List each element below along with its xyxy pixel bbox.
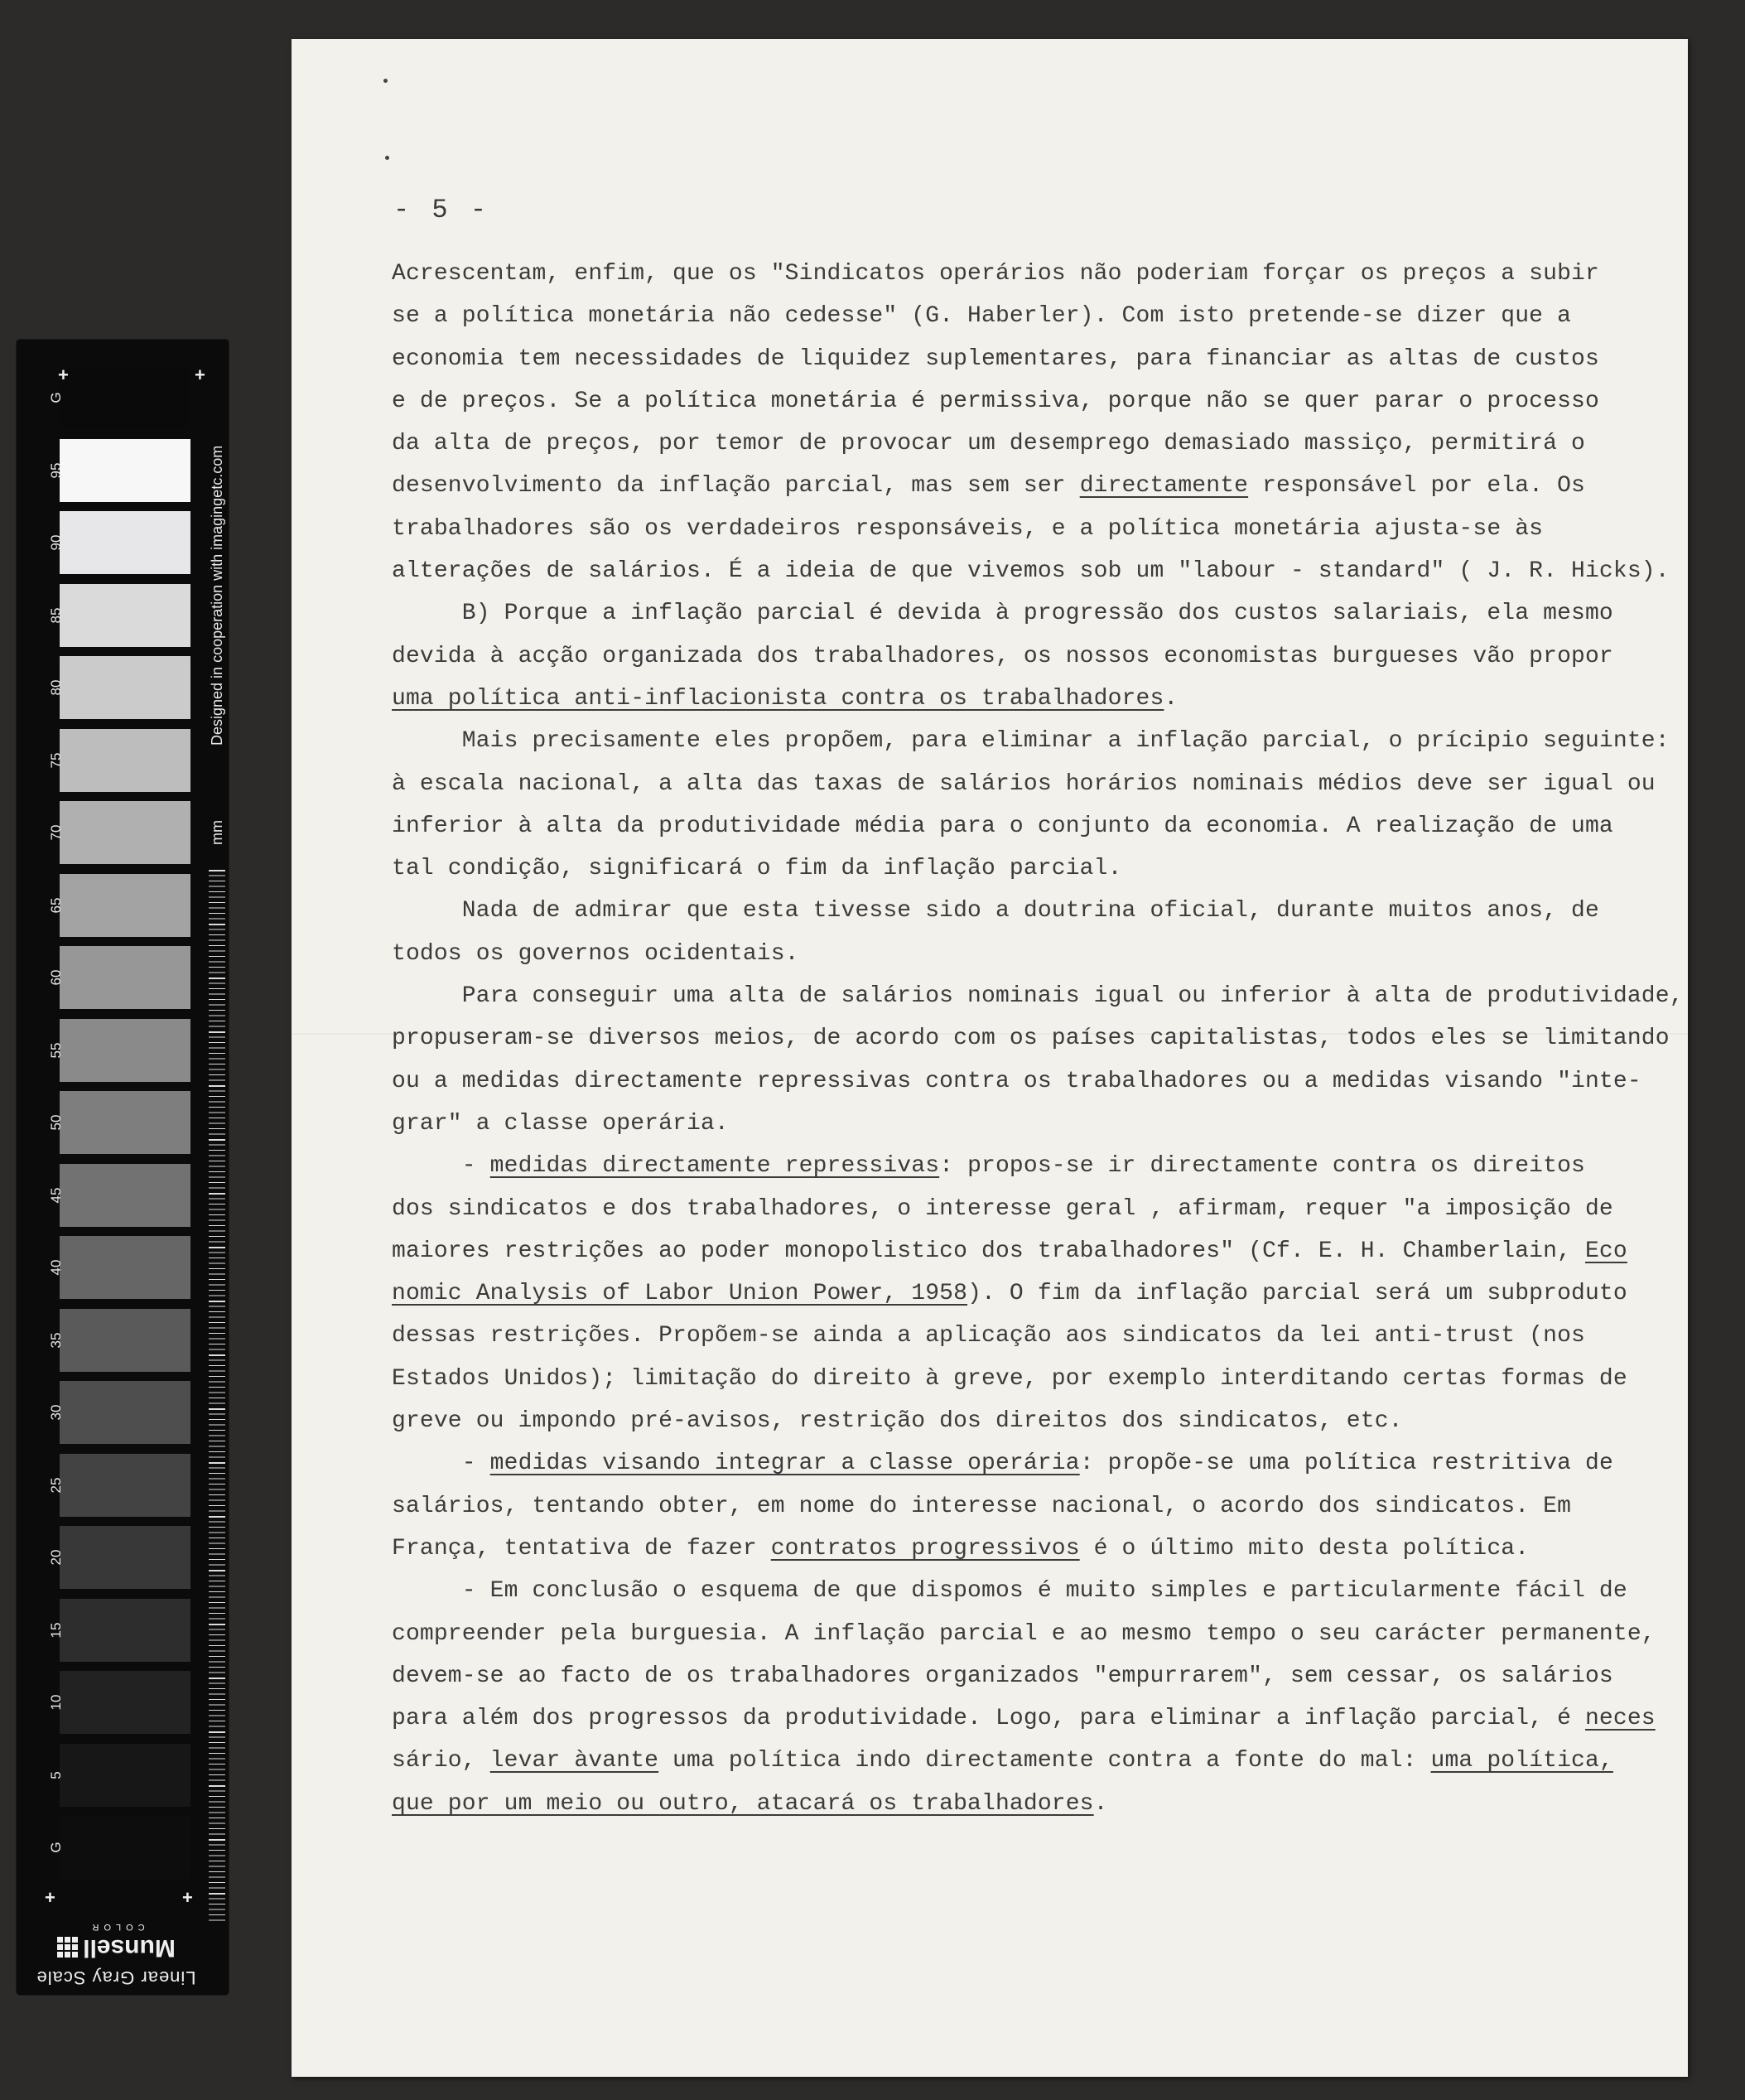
text-segment: é o último mito desta política. (1079, 1535, 1530, 1562)
text-line (392, 678, 1684, 720)
text-segment: salários, tentando obter, em nome do interesse nacional, o acordo dos sindicatos. Em (392, 1493, 1572, 1519)
gray-patch-label: 5 (48, 1770, 64, 1779)
underlined-text: medidas directamente repressivas (489, 1153, 940, 1180)
text-segment: Estados Unidos); limitação do direito à greve, por exemplo interditando certas formas de (392, 1365, 1627, 1392)
gray-patch-label: 50 (48, 1114, 64, 1131)
gray-patch (60, 1816, 190, 1879)
margin-dot (383, 79, 388, 83)
text-segment: devida à acção organizada dos trabalhadores, os nossos economistas burgueses vão propor (392, 643, 1613, 669)
gray-patch-label: 60 (48, 969, 64, 986)
text-segment: maiores restrições ao poder monopolistico dos trabalhadores" (Cf. E. H. Chamberlain, (392, 1238, 1585, 1264)
text-line (392, 720, 1684, 762)
text-line (392, 295, 1684, 337)
gray-patch (60, 1599, 190, 1662)
text-segment: Mais precisamente eles propõem, para eliminar a inflação parcial, o prícipio seguinte: (392, 728, 1670, 755)
munsell-brand (33, 1922, 199, 1988)
text-segment: trabalhadores são os verdadeiros responsáveis, e a política monetária ajusta-se às (392, 515, 1544, 542)
margin-dot (385, 156, 389, 160)
text-segment: grar" a classe operária. (392, 1110, 729, 1137)
text-segment: - (392, 1153, 490, 1180)
text-segment: . (1093, 1790, 1108, 1817)
text-line (392, 422, 1684, 465)
gray-patch (60, 366, 190, 429)
underlined-text: contratos progressivos (770, 1535, 1080, 1562)
gray-patch-label: 75 (48, 752, 64, 768)
text-segment: dessas restrições. Propõem-se ainda a aplicação aos sindicatos da lei anti-trust (nos (392, 1323, 1585, 1349)
gray-patch (60, 656, 190, 719)
text-segment: propuseram-se diversos meios, de acordo com os países capitalistas, todos eles se limitando (392, 1026, 1670, 1052)
text-line (392, 1697, 1684, 1740)
gray-patch-label: 30 (48, 1404, 64, 1421)
gray-patch-label: 95 (48, 462, 64, 478)
gray-patch (60, 729, 190, 792)
text-line (392, 1400, 1684, 1442)
gray-patch-label: 15 (48, 1622, 64, 1638)
text-segment: compreender pela burguesia. A inflação parcial e ao mesmo tempo o seu carácter permanente, (392, 1620, 1656, 1647)
underlined-text: medidas visando integrar a classe operária (489, 1451, 1080, 1477)
underlined-text: neces (1584, 1706, 1656, 1732)
text-line (392, 635, 1684, 678)
gray-patch (60, 1019, 190, 1082)
gray-patch (60, 874, 190, 937)
text-segment: à escala nacional, a alta das taxas de salários horários nominais médios deve ser igual ou (392, 770, 1656, 797)
text-line (392, 847, 1684, 890)
gray-patch-label: 80 (48, 679, 64, 696)
text-line (392, 338, 1684, 380)
text-segment: alterações de salários. É a ideia de que vivemos sob um "labour - standard" ( J. R. Hicks). (392, 558, 1670, 585)
gray-patch-label: 55 (48, 1042, 64, 1058)
underlined-text: que por um meio ou outro, atacará os trabalhadores (392, 1790, 1094, 1817)
gray-patch-label: 70 (48, 824, 64, 841)
text-segment: para além dos progressos da produtividade. Logo, para eliminar a inflação parcial, é (392, 1706, 1585, 1732)
text-segment: Nada de admirar que esta tivesse sido a doutrina oficial, durante muitos anos, de (392, 898, 1599, 924)
gray-patch (60, 439, 190, 502)
gray-patch-label: 90 (48, 534, 64, 551)
gray-patch (60, 801, 190, 864)
text-segment: e de preços. Se a política monetária é permissiva, porque não se quer parar o processo (392, 388, 1599, 414)
munsell-logo-icon (56, 1936, 78, 1958)
text-segment: ou a medidas directamente repressivas contra os trabalhadores ou a medidas visando "inte- (392, 1068, 1641, 1094)
gray-patch (60, 1454, 190, 1517)
text-line (392, 890, 1684, 932)
text-segment: da alta de preços, por temor de provocar um desemprego demasiado massiço, permitirá o (392, 431, 1585, 457)
gray-patch (60, 1309, 190, 1372)
plus-mark: + (195, 364, 205, 385)
text-line (392, 1570, 1684, 1612)
underlined-text: uma política, (1430, 1748, 1613, 1774)
text-segment: ). O fim da inflação parcial será um subproduto (967, 1281, 1627, 1307)
plus-mark: + (182, 1887, 193, 1908)
text-segment: inferior à alta da produtividade média para o conjunto da economia. A realização de uma (392, 813, 1613, 839)
text-line (392, 253, 1684, 295)
text-line (392, 1740, 1684, 1782)
gray-patch (60, 1164, 190, 1227)
brand-sub: COLOR (87, 1922, 145, 1932)
page-number: - 5 - (393, 195, 490, 225)
underlined-text: directamente (1079, 473, 1249, 500)
text-segment: todos os governos ocidentais. (392, 940, 799, 967)
underlined-text: nomic Analysis of Labor Union Power, 1958 (392, 1281, 968, 1307)
gray-patch (60, 1744, 190, 1807)
underlined-text: uma política anti-inflacionista contra os trabalhadores (392, 685, 1164, 712)
text-line (392, 550, 1684, 592)
text-line (392, 1783, 1684, 1825)
text-line (392, 1655, 1684, 1697)
text-segment: dos sindicatos e dos trabalhadores, o interesse geral , afirmam, requer "a imposição de (392, 1195, 1613, 1222)
brand-name: Munsell (83, 1934, 176, 1962)
text-line (392, 975, 1684, 1017)
gray-patch-label: 10 (48, 1694, 64, 1711)
gray-patch (60, 1381, 190, 1444)
text-segment: sário, (392, 1748, 490, 1774)
gray-patch-label: 85 (48, 607, 64, 623)
underlined-text: levar àvante (489, 1748, 659, 1774)
gray-patch-label: 25 (48, 1477, 64, 1493)
text-line (392, 1528, 1684, 1570)
gray-patch (60, 511, 190, 574)
text-line (392, 1060, 1684, 1103)
text-line (392, 508, 1684, 550)
text-line (392, 763, 1684, 805)
text-line (392, 1485, 1684, 1528)
mm-label: mm (209, 820, 225, 845)
gray-patch (60, 584, 190, 647)
underlined-text: Eco (1584, 1238, 1627, 1264)
text-line (392, 380, 1684, 422)
text-line (392, 592, 1684, 635)
text-line (392, 1272, 1684, 1315)
gray-patch (60, 1526, 190, 1589)
text-line (392, 1188, 1684, 1230)
text-segment: greve ou impondo pré-avisos, restrição dos direitos dos sindicatos, etc. (392, 1408, 1403, 1435)
text-segment: Para conseguir uma alta de salários nominais igual ou inferior à alta de produtividade, (392, 983, 1684, 1010)
gray-patch (60, 946, 190, 1009)
text-segment: uma política indo directamente contra a fonte do mal: (658, 1748, 1431, 1774)
text-line (392, 933, 1684, 975)
text-segment: se a política monetária não cedesse" (G. Haberler). Com isto pretende-se dizer que a (392, 303, 1572, 330)
text-segment: : propõe-se uma política restritiva de (1079, 1451, 1613, 1477)
text-segment: tal condição, significará o fim da inflação parcial. (392, 856, 1122, 882)
text-segment: . (1164, 685, 1179, 712)
text-segment: B) Porque a inflação parcial é devida à progressão dos custos salariais, ela mesmo (392, 601, 1613, 627)
gray-patch-label: 65 (48, 897, 64, 913)
text-line (392, 465, 1684, 507)
text-segment: responsável por ela. Os (1248, 473, 1585, 500)
gray-scale-card (17, 340, 229, 1995)
text-segment: desenvolvimento da inflação parcial, mas sem ser (392, 473, 1080, 500)
text-line (392, 1442, 1684, 1484)
designed-note: Designed in cooperation with imagingetc.com (209, 445, 225, 746)
plus-mark: + (58, 364, 69, 385)
text-line (392, 1358, 1684, 1400)
text-segment: França, tentativa de fazer (392, 1535, 771, 1562)
gray-patch-label: 45 (48, 1187, 64, 1203)
gray-patch-label: G (48, 392, 64, 403)
text-line (392, 1145, 1684, 1187)
text-segment: : propos-se ir directamente contra os direitos (939, 1153, 1585, 1180)
text-line (392, 1613, 1684, 1655)
text-line (392, 1017, 1684, 1060)
plus-mark: + (45, 1887, 55, 1908)
text-segment: devem-se ao facto de os trabalhadores organizados "empurrarem", sem cessar, os salários (392, 1663, 1613, 1689)
gray-patch (60, 1236, 190, 1299)
gray-patch-label: 35 (48, 1332, 64, 1348)
gray-patch-label: 40 (48, 1259, 64, 1276)
text-segment: Acrescentam, enfim, que os "Sindicatos operários não poderiam forçar os preços a subir (392, 261, 1599, 287)
gray-patch-label: 20 (48, 1549, 64, 1566)
text-line (392, 1315, 1684, 1357)
text-line (392, 1103, 1684, 1145)
text-line (392, 1230, 1684, 1272)
text-line (392, 805, 1684, 847)
gray-patch-label: G (48, 1842, 64, 1853)
text-segment: economia tem necessidades de liquidez suplementares, para financiar as altas de custos (392, 345, 1599, 372)
scale-title: Linear Gray Scale (36, 1967, 196, 1988)
document-body (392, 253, 1684, 1825)
text-segment: - Em conclusão o esquema de que dispomos é muito simples e particularmente fácil de (392, 1578, 1627, 1605)
text-segment: - (392, 1451, 490, 1477)
mm-ruler (209, 870, 225, 1922)
gray-patch (60, 1671, 190, 1734)
gray-patch (60, 1091, 190, 1154)
